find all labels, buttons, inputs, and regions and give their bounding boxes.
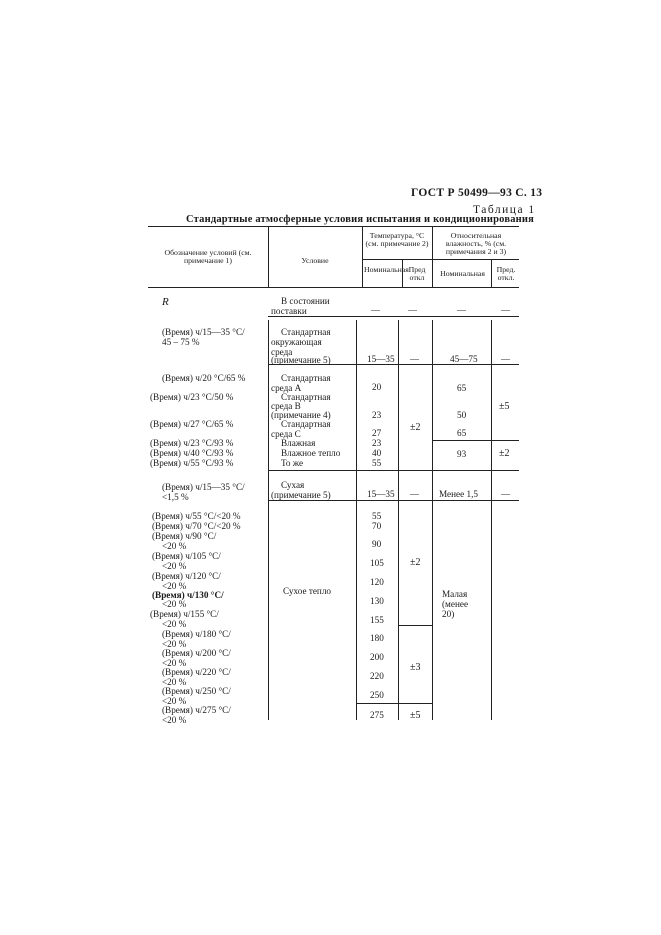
condition-cell: Стандартная [281, 392, 331, 402]
designation-cell: (Время) ч/90 °С/ [152, 531, 217, 541]
condition-cell: Стандартная [281, 327, 331, 337]
temp-tolerance-cell: ±5 [410, 710, 421, 721]
condition-cell: Стандартная [281, 373, 331, 383]
col-header-temperature: Температура, °С (см. примечание 2) [365, 231, 429, 248]
col-header-hum-tolerance: Пред. откл. [496, 265, 516, 282]
designation-cell: <20 % [162, 639, 187, 649]
hum-nominal-cell: 20) [442, 609, 455, 619]
temp-nominal-cell: 55 [372, 511, 382, 521]
col-header-humidity: Относительная влажность, % (см. примечания 2 и 3) [445, 231, 507, 256]
temp-nominal-cell: 15—35 [367, 489, 395, 499]
condition-cell: Влажное тепло [281, 448, 341, 458]
temp-nominal-cell: 220 [370, 671, 384, 681]
designation-cell: (Время) ч/180 °С/ [162, 629, 231, 639]
temp-nominal-cell: 120 [370, 577, 384, 587]
condition-cell: поставки [271, 306, 307, 316]
designation-cell: <20 % [162, 561, 187, 571]
designation-cell: <20 % [162, 677, 187, 687]
hum-nominal-cell: Менее 1,5 [439, 489, 478, 499]
hum-nominal-cell: 65 [457, 383, 467, 393]
designation-cell: <20 % [162, 715, 187, 725]
designation-cell: (Время) ч/155 °С/ [150, 609, 219, 619]
designation-cell: (Время) ч/23 °С/93 % [150, 438, 234, 448]
condition-cell: среда А [271, 383, 302, 393]
designation-cell: <20 % [162, 619, 187, 629]
temp-nominal-cell: 20 [372, 382, 382, 392]
temp-nominal-cell: 15—35 [367, 354, 395, 364]
temp-nominal-cell: 23 [372, 438, 382, 448]
designation-cell: (Время) ч/55 °С/<20 % [152, 511, 241, 521]
condition-cell: То же [281, 458, 304, 468]
designation-cell: (Время) ч/130 °С/ [152, 590, 224, 600]
temp-nominal-cell: 55 [372, 458, 382, 468]
col-header-temp-tolerance: Пред откл [408, 265, 426, 282]
designation-cell: 45 – 75 % [162, 337, 200, 347]
designation-cell: (Время) ч/250 °С/ [162, 686, 231, 696]
designation-cell: R [162, 296, 169, 308]
temp-nominal-cell: 105 [370, 558, 384, 568]
temp-nominal-cell: 200 [370, 652, 384, 662]
condition-cell: среда [271, 347, 293, 357]
temp-nominal-cell: 27 [372, 428, 382, 438]
hum-nominal-cell: (менее [442, 599, 469, 609]
designation-cell: (Время) ч/105 °С/ [152, 551, 221, 561]
condition-cell: (примечание 4) [271, 410, 331, 420]
condition-cell: Сухая [281, 480, 305, 490]
hum-nominal-cell: 45—75 [450, 354, 478, 364]
designation-cell: (Время) ч/55 °С/93 % [150, 458, 234, 468]
designation-cell: (Время) ч/275 °С/ [162, 705, 231, 715]
temp-tolerance-cell: ±2 [410, 557, 421, 568]
col-header-hum-nominal: Номинальная [440, 269, 485, 278]
hum-nominal-cell: 65 [457, 428, 467, 438]
designation-cell: <20 % [162, 599, 187, 609]
col-header-condition: Условие [301, 256, 329, 265]
col-header-temp-nominal: Номинальная [364, 265, 409, 274]
temp-nominal-cell: 180 [370, 633, 384, 643]
temp-nominal-cell: 40 [372, 448, 382, 458]
temp-tolerance-cell: — [410, 354, 419, 364]
designation-cell: (Время) ч/40 °С/93 % [150, 448, 234, 458]
temp-nominal-cell: 155 [370, 615, 384, 625]
temp-nominal-cell: 70 [372, 521, 382, 531]
hum-tolerance-cell: ±2 [499, 448, 510, 459]
temp-tolerance-cell: ±3 [410, 662, 421, 673]
condition-cell: среда В [271, 401, 301, 411]
designation-cell: <1,5 % [162, 492, 189, 502]
hum-nominal-cell: Малая [442, 589, 468, 599]
designation-cell: <20 % [162, 696, 187, 706]
temp-nominal-cell: 130 [370, 596, 384, 606]
document-header: ГОСТ Р 50499—93 С. 13 [411, 187, 543, 199]
designation-cell: (Время) ч/20 °С/65 % [162, 373, 246, 383]
hum-nominal-cell: 50 [457, 410, 467, 420]
condition-cell: среда С [271, 429, 301, 439]
hum-tolerance-cell: — [501, 305, 510, 315]
col-header-designation: Обозначение условий (см. примечание 1) [164, 248, 252, 265]
condition-cell: (примечание 5) [271, 490, 331, 500]
condition-cell: В состоянии [281, 296, 330, 306]
temp-tolerance-cell: — [408, 305, 417, 315]
hum-nominal-cell: — [457, 305, 466, 315]
designation-cell: (Время) ч/27 °С/65 % [150, 419, 234, 429]
temp-tolerance-cell: — [410, 489, 419, 499]
hum-tolerance-cell: — [501, 354, 510, 364]
designation-cell: (Время) ч/120 °С/ [152, 571, 221, 581]
designation-cell: (Время) ч/200 °С/ [162, 648, 231, 658]
condition-cell: Стандартная [281, 419, 331, 429]
designation-cell: <20 % [162, 658, 187, 668]
designation-cell: (Время) ч/15—35 °С/ [162, 327, 245, 337]
condition-cell: Сухое тепло [283, 586, 332, 596]
table-label: Таблица 1 [473, 204, 536, 216]
hum-tolerance-cell: — [501, 489, 510, 499]
temp-nominal-cell: — [371, 305, 380, 315]
table-title: Стандартные атмосферные условия испытания и кондиционирования [186, 214, 535, 225]
condition-cell: Влажная [281, 438, 316, 448]
hum-tolerance-cell: ±5 [499, 401, 510, 412]
designation-cell: (Время) ч/220 °С/ [162, 667, 231, 677]
designation-cell: <20 % [162, 581, 187, 591]
designation-cell: (Время) ч/23 °С/50 % [150, 392, 234, 402]
condition-cell: окружающая [271, 337, 322, 347]
temp-nominal-cell: 90 [372, 539, 382, 549]
temp-nominal-cell: 250 [370, 690, 384, 700]
designation-cell: <20 % [162, 541, 187, 551]
temp-nominal-cell: 275 [370, 710, 384, 720]
designation-cell: (Время) ч/70 °С/<20 % [152, 521, 241, 531]
temp-nominal-cell: 23 [372, 410, 382, 420]
hum-nominal-cell: 93 [457, 449, 467, 459]
designation-cell: (Время) ч/15—35 °С/ [162, 482, 245, 492]
temp-tolerance-cell: ±2 [410, 422, 421, 433]
condition-cell: (примечание 5) [271, 355, 331, 365]
